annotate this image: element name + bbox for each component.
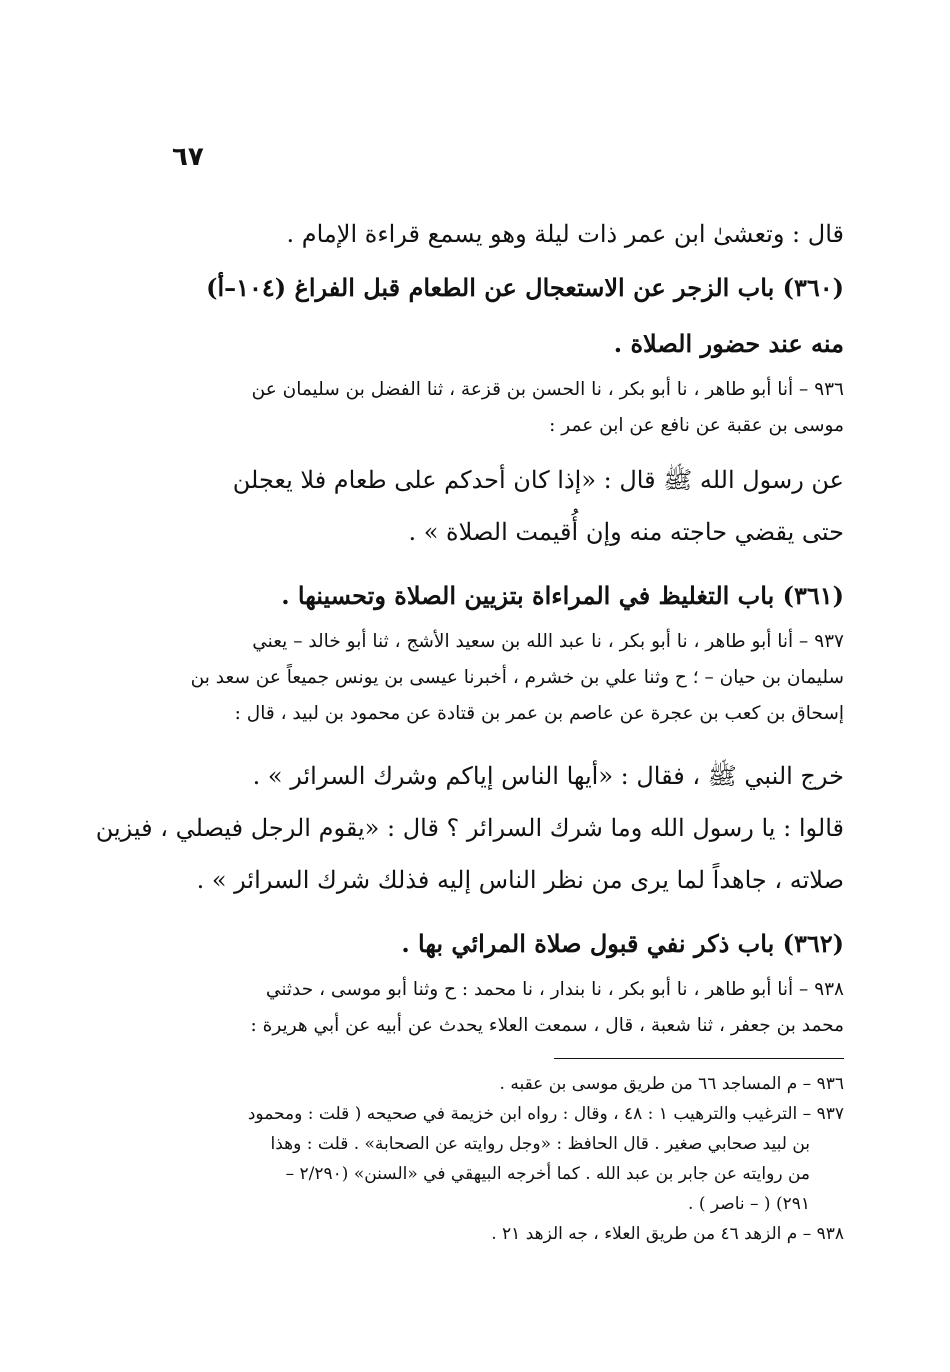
hadith-938-isnad: ٩٣٨ – أنا أبو طاهر ، نا أبو بكر ، نا بندار ، نا محمد : ح وثنا أبو موسى ، حدثني [265,979,844,1000]
hadith-937-isnad: إسحاق بن كعب بن عجرة عن عاصم بن عمر بن قتادة عن محمود بن لبيد ، قال : [234,703,844,724]
hadith-936-matn: عن رسول الله ﷺ قال : «إذا كان أحدكم على طعام فلا يعجلن [232,466,844,494]
hadith-937-matn: صلاته ، جاهداً لما يرى من نظر الناس إليه فذلك شرك السرائر » . [196,866,844,894]
hadith-937-matn: خرج النبي ﷺ ، فقال : «أيها الناس إياكم وشرك السرائر » . [252,762,844,790]
hadith-936-matn: حتى يقضي حاجته منه وإن أُقيمت الصلاة » . [408,518,844,546]
footnote-separator [554,1058,844,1059]
main-text-column [95,208,844,1249]
chapter-360-title-continued: منه عند حضور الصلاة . [613,329,844,358]
hadith-937-isnad: سليمان بن حيان – ؛ ح وثنا علي بن خشرم ، أخبرنا عيسى بن يونس جميعاً عن سعد بن [190,667,844,688]
chapter-362-title: (٣٦٢) باب ذكر نفي قبول صلاة المرائي بها . [401,929,844,958]
chapter-361-title: (٣٦١) باب التغليظ في المراءاة بتزيين الصلاة وتحسينها . [281,581,844,610]
hadith-936-isnad: موسى بن عقبة عن نافع عن ابن عمر : [549,415,844,436]
hadith-938-isnad: محمد بن جعفر ، ثنا شعبة ، قال ، سمعت العلاء يحدث عن أبيه عن أبي هريرة : [250,1015,844,1036]
footnote-937: ٩٣٧ – الترغيب والترهيب ١ : ٤٨ ، وقال : رواه ابن خزيمة في صحيحه ( قلت : ومحمود [247,1104,844,1124]
hadith-936-isnad: ٩٣٦ – أنا أبو طاهر ، نا أبو بكر ، نا الحسن بن قزعة ، ثنا الفضل بن سليمان عن [251,379,844,400]
hadith-937-matn: قالوا : يا رسول الله وما شرك السرائر ؟ قال : «يقوم الرجل فيصلي ، فيزين [95,814,844,842]
footnote-937-continued: ٢٩١) ( – ناصر ) . [688,1194,810,1214]
text-line: قال : وتعشىٰ ابن عمر ذات ليلة وهو يسمع قراءة الإمام . [286,220,844,248]
page-number: ٦٧ [172,142,204,172]
footnote-936: ٩٣٦ – م المساجد ٦٦ من طريق موسى بن عقبه . [499,1074,844,1094]
footnotes [172,1069,844,1249]
footnote-937-continued: من روايته عن جابر بن عبد الله . كما أخرجه البيهقي في «السنن» (٢/٢٩٠ – [285,1164,810,1184]
footnote-937-continued: بن لبيد صحابي صغير . قال الحافظ : «وجل روايته عن الصحابة» . قلت : وهذا [270,1134,810,1154]
hadith-937-isnad: ٩٣٧ – أنا أبو طاهر ، نا أبو بكر ، نا عبد الله بن سعيد الأشج ، ثنا أبو خالد – يعني [252,631,844,652]
footnote-938: ٩٣٨ – م الزهد ٤٦ من طريق العلاء ، جه الزهد ٢١ . [491,1224,844,1244]
chapter-360-title: (٣٦٠) باب الزجر عن الاستعجال عن الطعام قبل الفراغ (١٠٤–أ) [206,273,844,302]
